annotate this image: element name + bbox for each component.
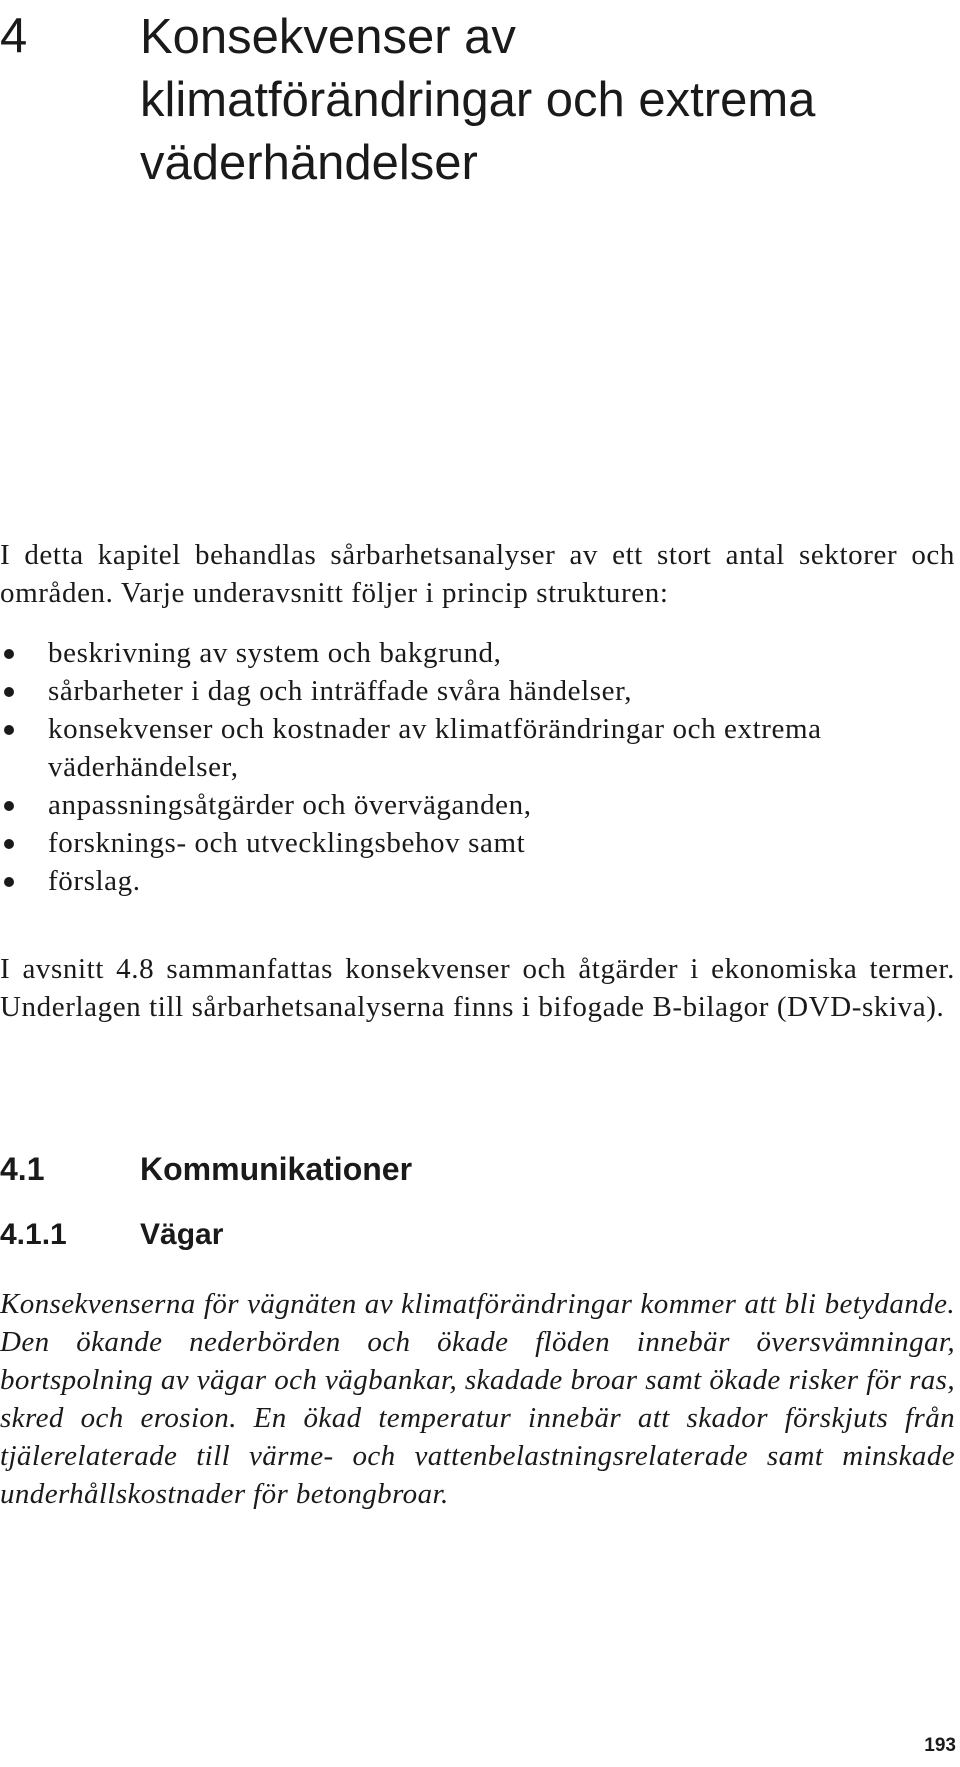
section-reference-paragraph: I avsnitt 4.8 sammanfattas konsekvenser och åtgärder i ekonomiska termer. Underlagen till sårbarhetsanalyserna finns i bifogade B-bilagor (DVD-skiva). (0, 953, 955, 1023)
list-item-text: sårbarheter i dag och inträffade svåra händelser, (48, 675, 633, 707)
list-item (0, 862, 955, 900)
list-item-text: forsknings- och utvecklingsbehov samt (48, 827, 526, 859)
bullet-icon (4, 649, 14, 659)
chapter-title-line: väderhändelser (140, 136, 478, 190)
section-title: Kommunikationer (140, 1151, 413, 1187)
intro-paragraph: I detta kapitel behandlas sårbarhetsanalyser av ett stort antal sektorer och områden. Varje underavsnitt följer i princip strukturen: (0, 539, 955, 609)
bullet-icon (4, 839, 14, 849)
list-item (0, 672, 955, 710)
bullet-icon (4, 877, 14, 887)
bullet-icon (4, 687, 14, 697)
page-number: 193 (924, 1735, 956, 1756)
list-item (0, 710, 955, 786)
list-item (0, 824, 955, 862)
bullet-icon (4, 725, 14, 735)
chapter-title-line: Konsekvenser av (140, 10, 516, 64)
summary-paragraph: Konsekvenserna för vägnäten av klimatförändringar kommer att bli betydande. Den ökande nederbörden och ökade flöden innebär översvämningar, bortspolning av vägar och vägbankar, skadade broar samt ökade risker för ras, skred och erosion. En ökad temperatur innebär att skador förskjuts från tjälerelaterade till värme- och vattenbelastningsrelaterade samt minskade underhållskostnader för betongbroar. (0, 1288, 955, 1510)
list-item-text: konsekvenser och kostnader av klimatförändringar och extrema väderhändelser, (48, 713, 822, 783)
section-number: 4.1 (0, 1151, 45, 1187)
section-heading (0, 1149, 955, 1189)
chapter-title (140, 6, 940, 195)
subsection-number: 4.1.1 (0, 1218, 67, 1251)
subsection-heading (0, 1215, 955, 1255)
chapter-title-line: klimatförändringar och extrema (140, 73, 816, 127)
list-item (0, 634, 955, 672)
list-item (0, 786, 955, 824)
bullet-icon (4, 801, 14, 811)
chapter-number: 4 (0, 9, 28, 63)
subsection-title: Vägar (140, 1218, 224, 1251)
list-item-text: förslag. (48, 865, 141, 897)
list-item-text: anpassningsåtgärder och överväganden, (48, 789, 532, 821)
structure-list (0, 634, 955, 900)
list-item-text: beskrivning av system och bakgrund, (48, 637, 502, 669)
